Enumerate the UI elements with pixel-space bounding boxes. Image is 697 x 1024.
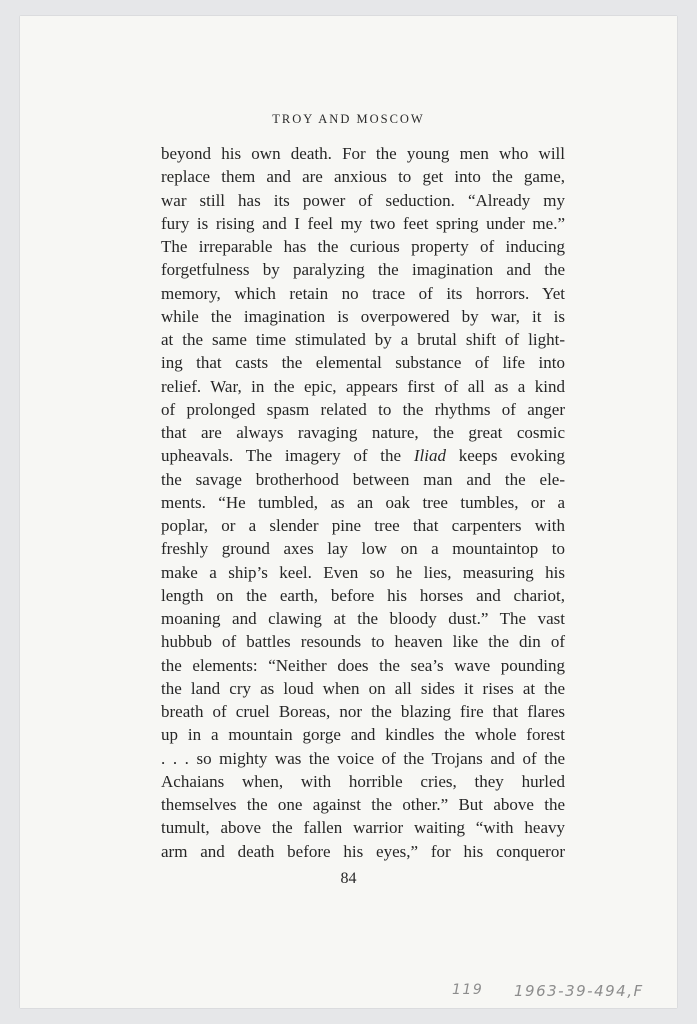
text-line: the elements: “Neither does the sea’s wave pounding (161, 655, 565, 675)
text-line: beyond his own death. For the young men who will (161, 144, 565, 163)
text-line: relief. War, in the epic, appears first of all as a kind (161, 376, 565, 396)
italic-title-iliad: Iliad (413, 446, 446, 466)
text-line-iliad (161, 444, 565, 467)
text-line: breath of cruel Boreas, nor the blazing fire that flares (161, 702, 565, 721)
text-fragment: keeps evoking (445, 446, 565, 466)
text-line: the savage brotherhood between man and the ele- (161, 469, 565, 489)
text-line: freshly ground axes lay low on a mountaintop to (161, 539, 565, 559)
pencil-annotation-left: 119 (452, 982, 484, 998)
text-line: up in a mountain gorge and kindles the whole forest (161, 725, 565, 745)
body-text (161, 142, 565, 863)
text-line: themselves the one against the other.” But above the (161, 795, 565, 814)
text-line: ing that casts the elemental substance of life into (161, 353, 565, 373)
text-line: tumult, above the fallen warrior waiting “with heavy (161, 818, 565, 838)
text-line: at the same time stimulated by a brutal shift of light- (161, 330, 565, 349)
text-line: The irreparable has the curious property of inducing (161, 237, 565, 256)
text-line: arm and death before his eyes,” for his conqueror (161, 841, 565, 861)
text-line: war still has its power of seduction. “Already my (161, 190, 565, 210)
pencil-accession-number: 1963-39-494,F (514, 982, 644, 1000)
text-line: make a ship’s keel. Even so he lies, measuring his (161, 562, 565, 582)
text-fragment: upheavals. The imagery of the (161, 446, 414, 466)
text-line: ments. “He tumbled, as an oak tree tumbles, or a (161, 492, 565, 512)
text-line: . . . so mighty was the voice of the Trojans and of the (161, 748, 565, 768)
text-line: forgetfulness by paralyzing the imagination and the (161, 260, 565, 280)
running-head: TROY AND MOSCOW (272, 112, 425, 126)
text-line: memory, which retain no trace of its horrors. Yet (161, 283, 565, 303)
text-line: of prolonged spasm related to the rhythms of anger (161, 399, 565, 419)
text-line: replace them and are anxious to get into the game, (161, 167, 565, 187)
book-page (20, 16, 677, 1008)
text-line: while the imagination is overpowered by war, it is (161, 306, 565, 326)
text-line: that are always ravaging nature, the great cosmic (161, 423, 565, 442)
text-line: fury is rising and I feel my two feet spring under me.” (161, 213, 565, 233)
text-line: Achaians when, with horrible cries, they hurled (161, 771, 565, 791)
text-line: poplar, or a slender pine tree that carpenters with (161, 516, 565, 535)
text-line: hubbub of battles resounds to heaven like the din of (161, 632, 565, 652)
text-line: moaning and clawing at the bloody dust.” The vast (161, 609, 565, 628)
text-line: length on the earth, before his horses and chariot, (161, 585, 565, 605)
text-line: the land cry as loud when on all sides it rises at the (161, 678, 565, 698)
page-number: 84 (340, 870, 357, 887)
